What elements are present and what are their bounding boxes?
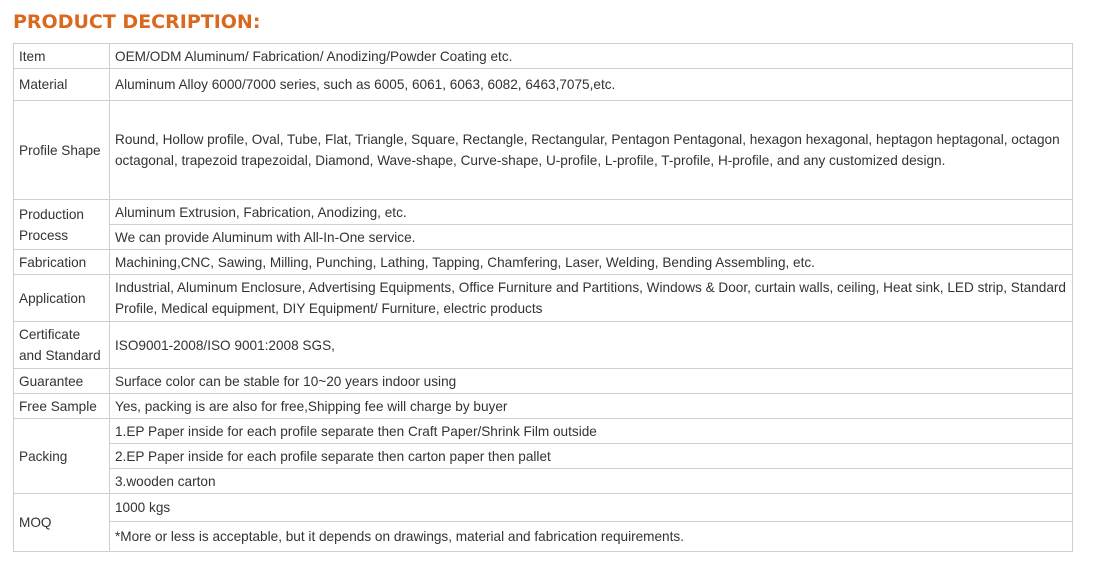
- moq-value-1: 1000 kgs: [110, 494, 1073, 522]
- product-spec-table: [13, 43, 1073, 552]
- table-row-guarantee: [14, 369, 1073, 394]
- item-label: Item: [14, 44, 110, 69]
- production-process-label: Production Process: [14, 200, 110, 250]
- certificate-value: ISO9001-2008/ISO 9001:2008 SGS,: [110, 322, 1073, 369]
- product-description-heading: PRODUCT DECRIPTION:: [13, 11, 261, 33]
- application-value: Industrial, Aluminum Enclosure, Advertising Equipments, Office Furniture and Partitions, Windows & Door, curtain walls, ceiling, Heat sink, LED strip, Standard Profile, Medical equipment, DIY Equipment/ Furniture, electric products: [110, 275, 1073, 322]
- production-process-value-1: Aluminum Extrusion, Fabrication, Anodizing, etc.: [110, 200, 1073, 225]
- profile-shape-value: Round, Hollow profile, Oval, Tube, Flat, Triangle, Square, Rectangle, Rectangular, Pentagon Pentagonal, hexagon hexagonal, heptagon heptagonal, octagon octagonal, trapezoid trapezoidal, Diamond, Wave-shape, Curve-shape, U-profile, L-profile, T-profile, H-profile, and any customized design.: [110, 101, 1073, 200]
- table-row-application: [14, 275, 1073, 322]
- free-sample-value: Yes, packing is are also for free,Shipping fee will charge by buyer: [110, 394, 1073, 419]
- packing-value-3: 3.wooden carton: [110, 469, 1073, 494]
- guarantee-label: Guarantee: [14, 369, 110, 394]
- table-row-packing-2: [14, 444, 1073, 469]
- packing-value-1: 1.EP Paper inside for each profile separate then Craft Paper/Shrink Film outside: [110, 419, 1073, 444]
- free-sample-label: Free Sample: [14, 394, 110, 419]
- item-value: OEM/ODM Aluminum/ Fabrication/ Anodizing/Powder Coating etc.: [110, 44, 1073, 69]
- table-row-packing: [14, 419, 1073, 444]
- moq-value-2: *More or less is acceptable, but it depends on drawings, material and fabrication requirements.: [110, 522, 1073, 552]
- guarantee-value: Surface color can be stable for 10~20 years indoor using: [110, 369, 1073, 394]
- table-row-production-process-2: [14, 225, 1073, 250]
- material-label: Material: [14, 69, 110, 101]
- table-row-fabrication: [14, 250, 1073, 275]
- table-row-moq-2: [14, 522, 1073, 552]
- moq-label: MOQ: [14, 494, 110, 552]
- table-row-moq: [14, 494, 1073, 522]
- fabrication-value: Machining,CNC, Sawing, Milling, Punching, Lathing, Tapping, Chamfering, Laser, Welding, Bending Assembling, etc.: [110, 250, 1073, 275]
- table-row-free-sample: [14, 394, 1073, 419]
- fabrication-label: Fabrication: [14, 250, 110, 275]
- material-value: Aluminum Alloy 6000/7000 series, such as 6005, 6061, 6063, 6082, 6463,7075,etc.: [110, 69, 1073, 101]
- certificate-label: Certificate and Standard: [14, 322, 110, 369]
- table-row-profile-shape: [14, 101, 1073, 200]
- table-row-certificate: [14, 322, 1073, 369]
- table-row-production-process: [14, 200, 1073, 225]
- table-row-item: [14, 44, 1073, 69]
- application-label: Application: [14, 275, 110, 322]
- profile-shape-label: Profile Shape: [14, 101, 110, 200]
- production-process-value-2: We can provide Aluminum with All-In-One service.: [110, 225, 1073, 250]
- table-row-material: [14, 69, 1073, 101]
- packing-value-2: 2.EP Paper inside for each profile separate then carton paper then pallet: [110, 444, 1073, 469]
- packing-label: Packing: [14, 419, 110, 494]
- table-row-packing-3: [14, 469, 1073, 494]
